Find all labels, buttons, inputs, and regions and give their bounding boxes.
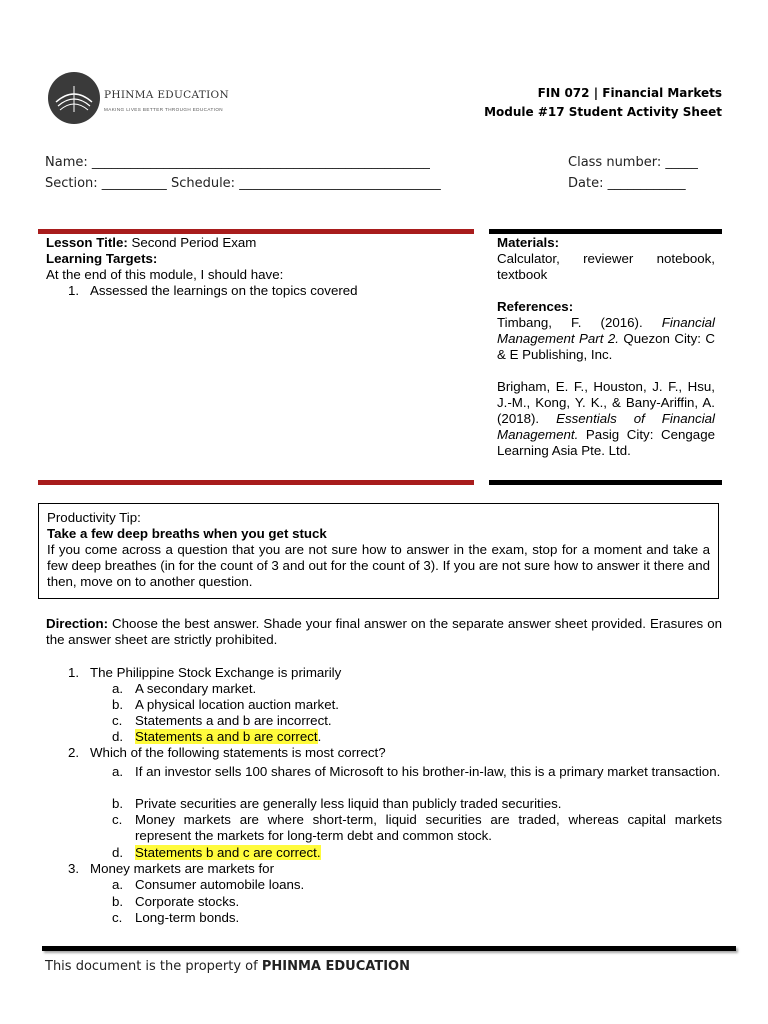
reference-1: Timbang, F. (2016). Financial Management Part 2. Quezon City: C & E Publishing, Inc. (497, 315, 715, 362)
question-text: Money markets are markets for (90, 861, 274, 876)
course-title: FIN 072 | Financial Markets (537, 86, 722, 100)
materials-text: Calculator, reviewer notebook, textbook (497, 251, 715, 282)
section-schedule-field[interactable]: Section: __________ Schedule: _______________________________ (45, 176, 441, 191)
option-text: Private securities are generally less liquid than publicly traded securities. (135, 796, 562, 811)
option-text-highlighted: Statements a and b are correct. (135, 729, 322, 744)
option-text: A physical location auction market. (135, 697, 339, 712)
learning-targets-label: Learning Targets: (46, 251, 158, 266)
option-letter: a. (112, 764, 124, 779)
option-letter: d. (112, 845, 124, 860)
lesson-block (46, 235, 466, 299)
top-left-divider (38, 229, 474, 234)
option-letter: c. (112, 910, 123, 925)
tip-body: If you come across a question that you are not sure how to answer in the exam, stop for a moment and take a few deep breathes (in for the count of 3 and out for the count of 3). If you are not sure how to answer it there and then, move on to another question. (47, 542, 710, 589)
option-letter: b. (112, 697, 124, 712)
option-letter: c. (112, 713, 123, 728)
option-letter: c. (112, 812, 123, 827)
materials-block (497, 235, 715, 459)
footer-text: This document is the property of PHINMA EDUCATION (45, 959, 410, 974)
tip-title: Take a few deep breaths when you get stuck (47, 526, 327, 541)
question-number: 3. (68, 861, 80, 876)
question-number: 1. (68, 665, 80, 680)
option-text: If an investor sells 100 shares of Microsoft to his brother-in-law, this is a primary market transaction. (135, 764, 721, 779)
date-field[interactable]: Date: ____________ (568, 176, 686, 191)
option-text: A secondary market. (135, 681, 257, 696)
module-title: Module #17 Student Activity Sheet (484, 105, 722, 119)
bottom-right-divider (489, 480, 722, 485)
direction: Direction: Choose the best answer. Shade your final answer on the separate answer sheet provided. Erasures on the answer sheet are strictly prohibited. (46, 616, 722, 647)
references-label: References: (497, 299, 574, 314)
option-letter: b. (112, 894, 124, 909)
option-text: Money markets are where short-term, liquid securities are traded, whereas capital markets represent the markets for long-term debt and common stock. (135, 812, 722, 843)
logo-emblem-icon (48, 72, 100, 124)
reference-2: Brigham, E. F., Houston, J. F., Hsu, J.-M., Kong, Y. K., & Bany-Ariffin, A. (2018). Essentials of Financial Management. Pasig City: Cengage Learning Asia Pte. Ltd. (497, 379, 716, 458)
question-text: The Philippine Stock Exchange is primarily (90, 665, 342, 680)
class-number-field[interactable]: Class number: _____ (568, 155, 698, 170)
productivity-tip-box (38, 503, 719, 599)
materials-label: Materials: (497, 235, 560, 250)
logo-name: PHINMA EDUCATION (104, 89, 229, 101)
bottom-left-divider (38, 480, 474, 485)
top-right-divider (489, 229, 722, 234)
logo-tagline: MAKING LIVES BETTER THROUGH EDUCATION (104, 107, 224, 112)
option-text: Corporate stocks. (135, 894, 240, 909)
tip-label: Productivity Tip: (47, 510, 141, 525)
option-letter: a. (112, 877, 124, 892)
option-letter: b. (112, 796, 124, 811)
option-letter: a. (112, 681, 124, 696)
learning-targets-intro: At the end of this module, I should have: (46, 267, 284, 282)
learning-target-item: 1. Assessed the learnings on the topics covered (68, 283, 358, 298)
lesson-title: Lesson Title: Second Period Exam (46, 235, 257, 250)
name-field[interactable]: Name: ____________________________________________________ (45, 155, 430, 170)
question-number: 2. (68, 745, 80, 760)
phinma-logo (48, 72, 229, 124)
footer-divider (42, 946, 736, 951)
option-text: Statements a and b are incorrect. (135, 713, 332, 728)
question-text: Which of the following statements is most correct? (90, 745, 386, 760)
option-text: Consumer automobile loans. (135, 877, 305, 892)
option-letter: d. (112, 729, 124, 744)
option-text: Long-term bonds. (135, 910, 240, 925)
option-text-highlighted: Statements b and c are correct. (135, 845, 321, 860)
